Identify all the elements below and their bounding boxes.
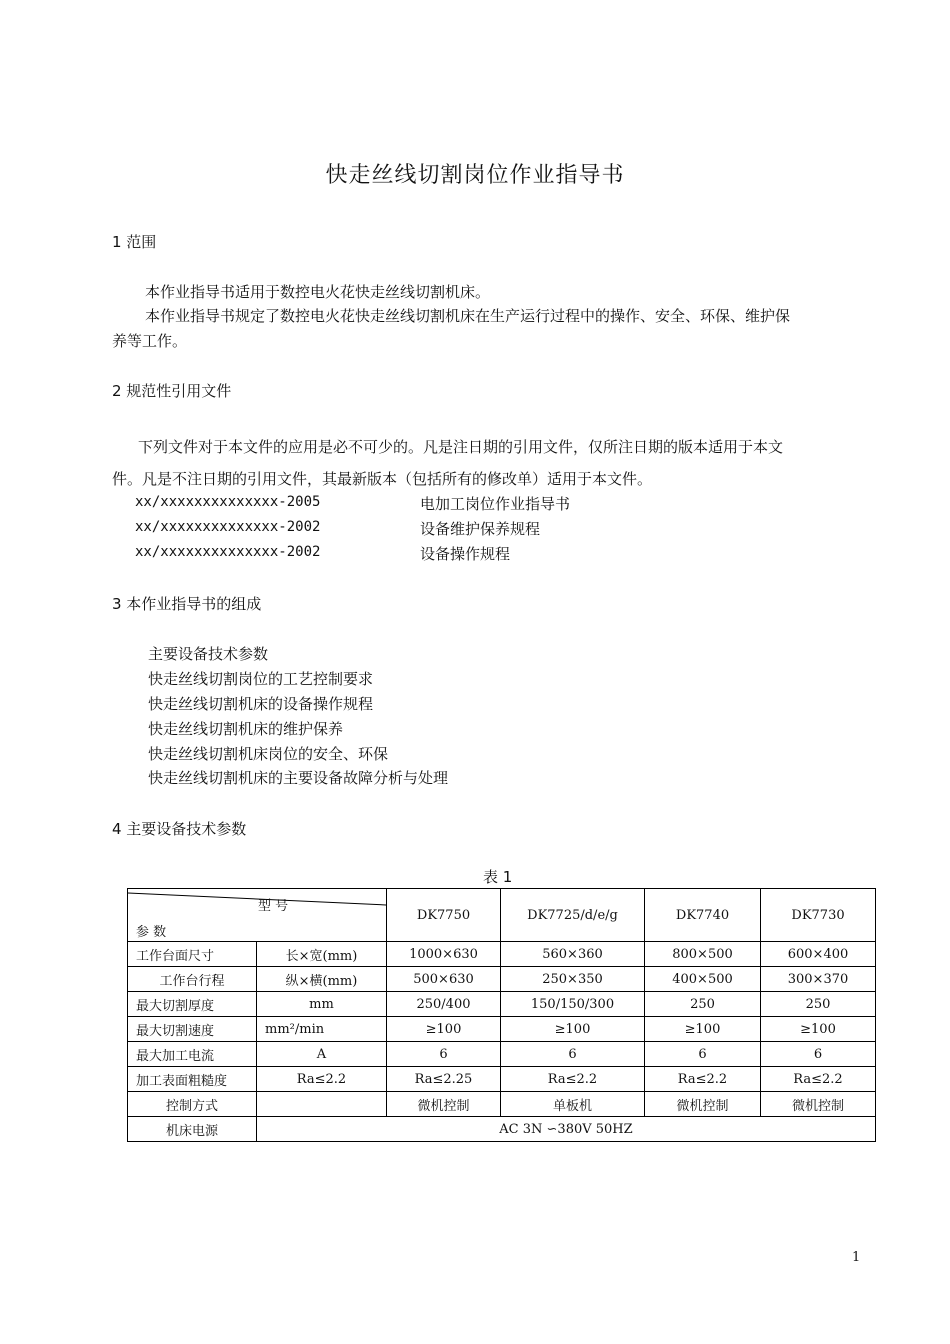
param-name: 工作台行程 xyxy=(128,967,257,992)
param-name: 最大加工电流 xyxy=(128,1042,257,1067)
param-value: Ra≤2.2 xyxy=(501,1067,645,1092)
param-value: 微机控制 xyxy=(387,1092,501,1117)
model-header: DK7730 xyxy=(761,889,876,942)
ref-name: 设备操作规程 xyxy=(420,545,511,563)
refs-intro-b: 件。凡是不注日期的引用文件，其最新版本（包括所有的修改单）适用于本文件。 xyxy=(112,470,653,488)
table-row xyxy=(128,1117,876,1142)
param-name: 控制方式 xyxy=(128,1092,257,1117)
power-value: AC 3N ∽380V 50HZ xyxy=(257,1117,876,1142)
param-value: 800×500 xyxy=(645,942,761,967)
param-name: 最大切割厚度 xyxy=(128,992,257,1017)
composition-item: 主要设备技术参数 xyxy=(148,645,269,663)
section-heading-params: 4 主要设备技术参数 xyxy=(112,820,247,838)
param-value: 250 xyxy=(645,992,761,1017)
param-value: Ra≤2.25 xyxy=(387,1067,501,1092)
composition-item: 快走丝线切割机床的维护保养 xyxy=(148,720,344,738)
param-value: Ra≤2.2 xyxy=(761,1067,876,1092)
composition-item: 快走丝线切割机床的设备操作规程 xyxy=(148,695,374,713)
param-value: 560×360 xyxy=(501,942,645,967)
param-unit: A xyxy=(257,1042,387,1067)
param-value: 600×400 xyxy=(761,942,876,967)
model-header: DK7725/d/e/g xyxy=(501,889,645,942)
model-header: DK7750 xyxy=(387,889,501,942)
section-heading-scope: 1 范围 xyxy=(112,233,157,251)
param-unit: 纵×横(mm) xyxy=(257,967,387,992)
composition-item: 快走丝线切割岗位的工艺控制要求 xyxy=(148,670,374,688)
param-value: 微机控制 xyxy=(761,1092,876,1117)
param-name: 工作台面尺寸 xyxy=(128,942,257,967)
table-row xyxy=(128,1042,876,1067)
ref-name: 设备维护保养规程 xyxy=(420,520,541,538)
param-name: 最大切割速度 xyxy=(128,1017,257,1042)
table-caption: 表 1 xyxy=(483,868,513,886)
param-value: Ra≤2.2 xyxy=(645,1067,761,1092)
param-value: ≥100 xyxy=(387,1017,501,1042)
table-row xyxy=(128,992,876,1017)
refs-intro-a: 下列文件对于本文件的应用是必不可少的。凡是注日期的引用文件，仅所注日期的版本适用于本文 xyxy=(138,438,784,456)
ref-code: xx/xxxxxxxxxxxxxx-2002 xyxy=(135,519,321,535)
model-header: DK7740 xyxy=(645,889,761,942)
param-unit: Ra≤2.2 xyxy=(257,1067,387,1092)
param-value: 250 xyxy=(761,992,876,1017)
composition-item: 快走丝线切割机床的主要设备故障分析与处理 xyxy=(148,769,449,787)
composition-item: 快走丝线切割机床岗位的安全、环保 xyxy=(148,745,389,763)
param-unit xyxy=(257,1092,387,1117)
table-row xyxy=(128,1092,876,1117)
header-model-label: 型 号 xyxy=(258,899,289,914)
param-unit: mm xyxy=(257,992,387,1017)
param-value: 6 xyxy=(387,1042,501,1067)
param-value: 6 xyxy=(645,1042,761,1067)
scope-paragraph-2b: 养等工作。 xyxy=(112,332,188,350)
header-param-label: 参 数 xyxy=(136,925,167,940)
param-value: ≥100 xyxy=(501,1017,645,1042)
param-value: 1000×630 xyxy=(387,942,501,967)
param-value: 500×630 xyxy=(387,967,501,992)
diagonal-header-cell xyxy=(128,889,387,942)
table-row xyxy=(128,942,876,967)
param-value: 6 xyxy=(501,1042,645,1067)
section-heading-refs: 2 规范性引用文件 xyxy=(112,382,232,400)
param-value: ≥100 xyxy=(645,1017,761,1042)
param-value: 6 xyxy=(761,1042,876,1067)
param-value: 150/150/300 xyxy=(501,992,645,1017)
table-row xyxy=(128,1067,876,1092)
page-number: 1 xyxy=(852,1250,861,1265)
table-header-row xyxy=(128,889,876,942)
param-value: 单板机 xyxy=(501,1092,645,1117)
ref-code: xx/xxxxxxxxxxxxxx-2005 xyxy=(135,494,321,510)
ref-code: xx/xxxxxxxxxxxxxx-2002 xyxy=(135,544,321,560)
param-value: 400×500 xyxy=(645,967,761,992)
section-heading-composition: 3 本作业指导书的组成 xyxy=(112,595,262,613)
param-value: ≥100 xyxy=(761,1017,876,1042)
page-title: 快走丝线切割岗位作业指导书 xyxy=(325,163,625,188)
scope-paragraph-1: 本作业指导书适用于数控电火花快走丝线切割机床。 xyxy=(145,283,491,301)
param-value: 微机控制 xyxy=(645,1092,761,1117)
param-value: 250/400 xyxy=(387,992,501,1017)
scope-paragraph-2a: 本作业指导书规定了数控电火花快走丝线切割机床在生产运行过程中的操作、安全、环保、维护保 xyxy=(145,307,791,325)
param-unit: mm²/min xyxy=(257,1017,387,1042)
table-row xyxy=(128,967,876,992)
params-table xyxy=(127,888,876,1142)
param-name: 加工表面粗糙度 xyxy=(128,1067,257,1092)
param-name: 机床电源 xyxy=(128,1117,257,1142)
table-row xyxy=(128,1017,876,1042)
param-value: 250×350 xyxy=(501,967,645,992)
ref-name: 电加工岗位作业指导书 xyxy=(420,495,571,513)
param-unit: 长×宽(mm) xyxy=(257,942,387,967)
param-value: 300×370 xyxy=(761,967,876,992)
